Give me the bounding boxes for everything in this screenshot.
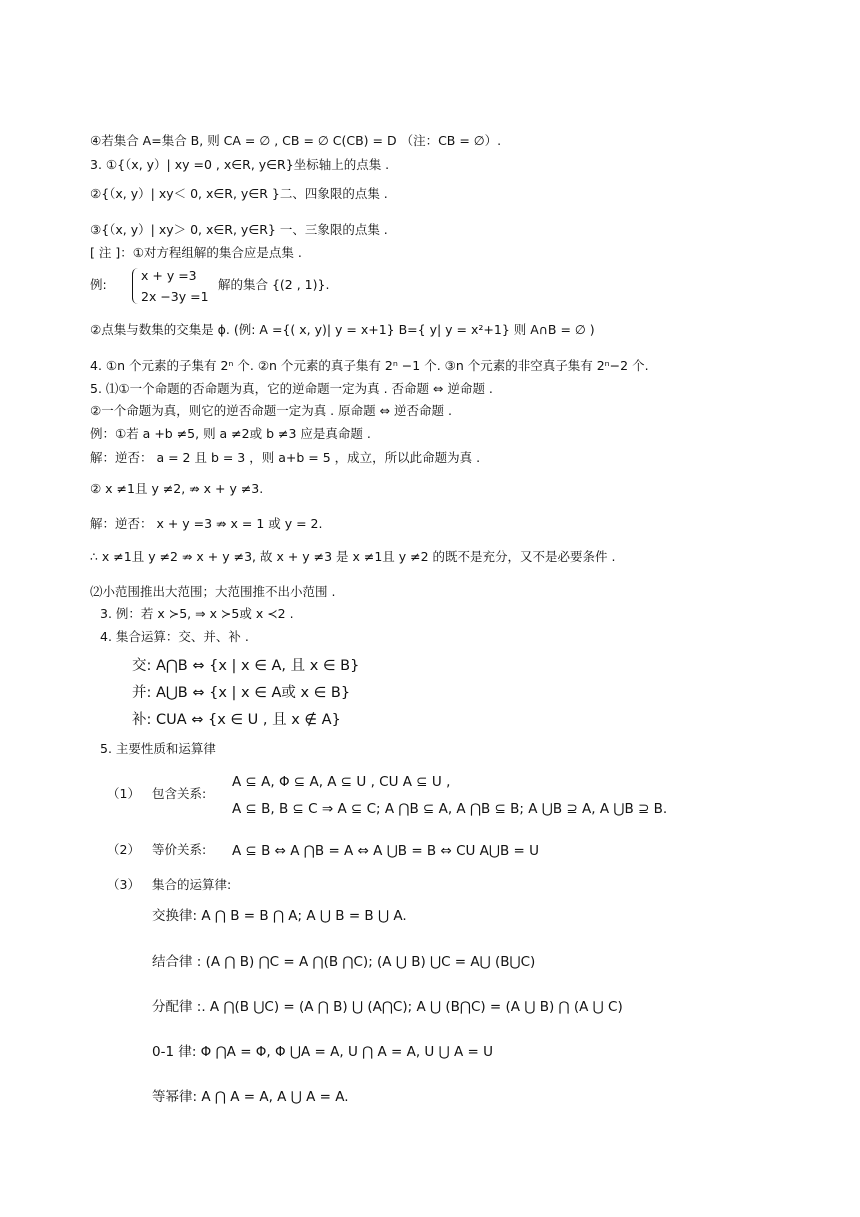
item-1-label: 包含关系: — [152, 786, 207, 801]
item-2-label: 等价关系: — [152, 842, 207, 857]
text-line-21: 4. 集合运算：交、并、补 . — [100, 629, 249, 644]
text-line-14: 例：①若 a +b ≠5, 则 a ≠2或 b ≠3 应是真命题 . — [90, 426, 371, 441]
text-line-18: ∴ x ≠1且 y ≠2 ⇏ x + y ≠3, 故 x + y ≠3 是 x ≠1且 y ≠2 的既不是充分，又不是必要条件 . — [90, 549, 616, 564]
item-1-number: （1） — [107, 786, 140, 801]
text-line-19: ⑵小范围推出大范围；大范围推不出小范围 . — [90, 584, 336, 599]
zero-one-law: 0-1 律: Φ ⋂A = Φ, Φ ⋃A = A, U ⋂ A = A, U ⋃ A = U — [152, 1044, 493, 1060]
section-heading: 5. 主要性质和运算律 — [100, 741, 216, 756]
associative-law: 结合律 : (A ⋂ B) ⋂C = A ⋂(B ⋂C); (A ⋃ B) ⋃C = A⋃ (B⋃C) — [152, 954, 536, 970]
intersection-def: 交: A⋂B ⇔ {x | x ∈ A, 且 x ∈ B} — [132, 658, 360, 674]
equivalence-line: A ⊆ B ⇔ A ⋂B = A ⇔ A ⋃B = B ⇔ CU A⋃B = U — [232, 843, 540, 859]
distributive-law: 分配律 :. A ⋂(B ⋃C) = (A ⋂ B) ⋃ (A⋂C); A ⋃ (B⋂C) = (A ⋃ B) ⋂ (A ⋃ C) — [152, 999, 623, 1015]
equation-brace — [132, 268, 140, 304]
complement-def: 补: CUA ⇔ {x ∈ U , 且 x ∉ A} — [132, 712, 341, 728]
text-line-20: 3. 例：若 x ≻5, ⇒ x ≻5或 x ≺2 . — [100, 606, 294, 621]
equation-2: 2x −3y =1 — [141, 289, 209, 304]
text-line-3: ②{（x, y）| xy＜ 0, x∈R, y∈R }二、四象限的点集 . — [90, 186, 388, 201]
text-line-13: ②一个命题为真，则它的逆否命题一定为真 . 原命题 ⇔ 逆否命题 . — [90, 403, 452, 418]
idempotent-law: 等幂律: A ⋂ A = A, A ⋃ A = A. — [152, 1089, 349, 1105]
text-line-16: ② x ≠1且 y ≠2, ⇏ x + y ≠3. — [90, 481, 264, 496]
text-line-10: ②点集与数集的交集是 ϕ. (例: A ={( x, y)| y = x+1} B={ y| y = x²+1} 则 A∩B = ∅ ) — [90, 322, 595, 337]
solution-set: 解的集合 {(2 , 1)}. — [218, 277, 330, 292]
union-def: 并: A⋃B ⇔ {x | x ∈ A或 x ∈ B} — [132, 685, 351, 701]
item-3-label: 集合的运算律: — [152, 877, 232, 892]
text-line-15: 解：逆否： a = 2 且 b = 3 ，则 a+b = 5 ，成立，所以此命题为真 . — [90, 450, 481, 465]
inclusion-line-1: A ⊆ A, Φ ⊆ A, A ⊆ U , CU A ⊆ U , — [232, 774, 451, 790]
text-line-2: 3. ①{（x, y）| xy =0 , x∈R, y∈R}坐标轴上的点集 . — [90, 157, 390, 172]
item-2-number: （2） — [107, 842, 140, 857]
inclusion-line-2: A ⊆ B, B ⊆ C ⇒ A ⊆ C; A ⋂B ⊆ A, A ⋂B ⊆ B; A ⋃B ⊇ A, A ⋃B ⊇ B. — [232, 801, 668, 817]
text-line-1: ④若集合 A=集合 B, 则 CA = ∅ , CB = ∅ C(CB) = D （注：CB = ∅）. — [90, 133, 502, 148]
item-3-number: （3） — [107, 877, 140, 892]
commutative-law: 交换律: A ⋂ B = B ⋂ A; A ⋃ B = B ⋃ A. — [152, 908, 407, 924]
equation-1: x + y =3 — [141, 268, 197, 283]
text-line-17: 解：逆否： x + y =3 ⇏ x = 1 或 y = 2. — [90, 516, 323, 531]
text-line-4: ③{（x, y）| xy＞ 0, x∈R, y∈R} 一、三象限的点集 . — [90, 222, 388, 237]
text-line-5: [ 注 ]：①对方程组解的集合应是点集 . — [90, 245, 302, 260]
text-line-12: 5. ⑴①一个命题的否命题为真，它的逆命题一定为真 . 否命题 ⇔ 逆命题 . — [90, 381, 493, 396]
example-label: 例: — [90, 277, 107, 292]
text-line-11: 4. ①n 个元素的子集有 2ⁿ 个. ②n 个元素的真子集有 2ⁿ −1 个. ③n 个元素的非空真子集有 2ⁿ−2 个. — [90, 358, 649, 373]
